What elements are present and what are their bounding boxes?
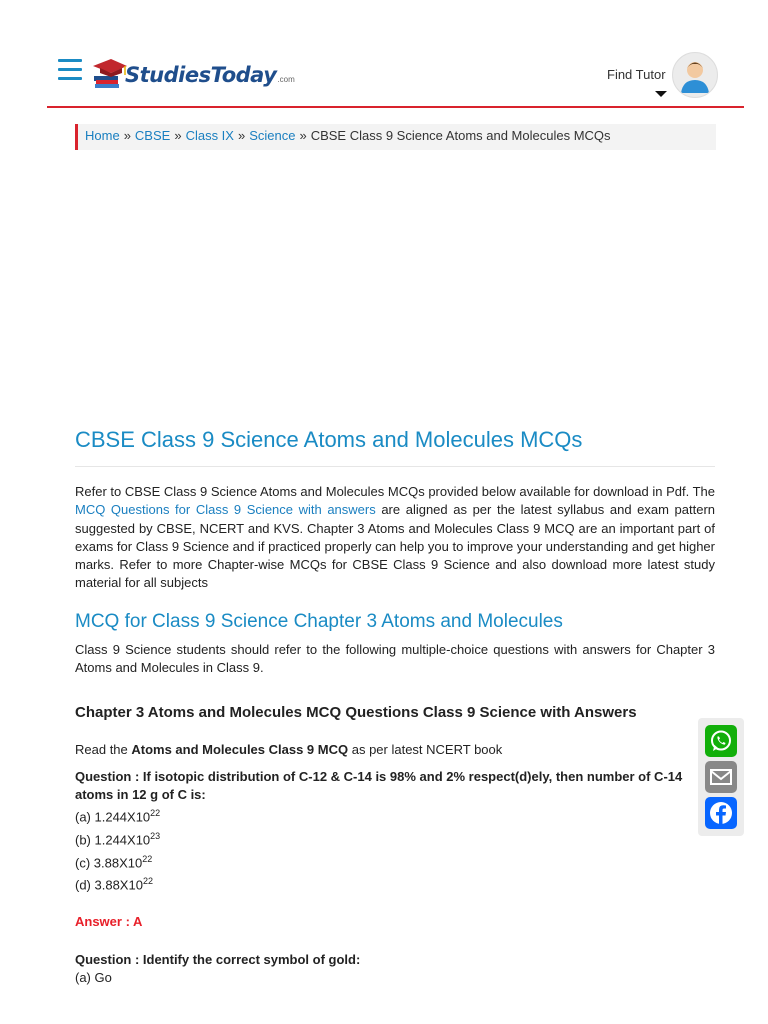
breadcrumb-science[interactable]: Science	[249, 128, 296, 143]
site-logo[interactable]	[91, 54, 295, 90]
find-tutor-link[interactable]: Find Tutor	[607, 67, 666, 82]
answer-option	[75, 804, 715, 827]
answer-option	[75, 872, 715, 895]
email-share-icon[interactable]	[705, 761, 737, 793]
user-avatar-icon[interactable]	[672, 52, 718, 98]
breadcrumb-separator: »	[123, 128, 131, 143]
answer-text: Answer : A	[75, 913, 143, 929]
option-exponent: 22	[142, 876, 153, 887]
share-bar	[698, 718, 744, 836]
whatsapp-share-icon[interactable]	[705, 725, 737, 757]
option-label: (d) 3.88X10	[75, 877, 143, 893]
intro-paragraph	[75, 483, 715, 593]
option-label: (a) 1.244X10	[75, 809, 151, 825]
subtitle-paragraph: Class 9 Science students should refer to the following multiple-choice questions with answers for Chapter 3 Atoms and Molecules in Class 9.	[75, 641, 715, 676]
hamburger-menu-icon[interactable]	[58, 59, 82, 81]
breadcrumb-separator: »	[237, 128, 246, 143]
answer-option	[75, 850, 715, 873]
question-text: Question : Identify the correct symbol of gold:	[75, 951, 361, 967]
read-instruction	[75, 741, 715, 759]
option-label: (b) 1.244X10	[75, 832, 151, 848]
breadcrumb	[75, 124, 716, 150]
breadcrumb-home[interactable]: Home	[85, 128, 120, 143]
mcq-questions-link[interactable]: MCQ Questions for Class 9 Science with answers	[75, 502, 376, 518]
breadcrumb-separator: »	[299, 128, 307, 143]
answer-option	[75, 969, 715, 987]
question-text: Question : If isotopic distribution of C-12 & C-14 is 98% and 2% respect(d)ely, then number of C-14 atoms in 12 g of C is:	[75, 769, 683, 803]
option-label: (c) 3.88X10	[75, 854, 143, 870]
option-exponent: 22	[142, 853, 153, 864]
answer-option	[75, 827, 715, 850]
option-label: (a) Go	[75, 969, 112, 985]
breadcrumb-separator: »	[174, 128, 182, 143]
page-title: CBSE Class 9 Science Atoms and Molecules MCQs	[75, 424, 715, 467]
facebook-share-icon[interactable]	[705, 797, 737, 829]
dropdown-caret-icon[interactable]	[655, 91, 667, 97]
breadcrumb-current: CBSE Class 9 Science Atoms and Molecules MCQs	[310, 128, 611, 143]
option-exponent: 22	[150, 808, 161, 819]
option-exponent: 23	[150, 831, 161, 841]
read-bold: Atoms and Molecules Class 9 MCQ	[131, 742, 349, 758]
breadcrumb-cbse[interactable]: CBSE	[134, 128, 171, 143]
intro-text: Refer to CBSE Class 9 Science Atoms and Molecules MCQs provided below available for download in Pdf. The	[75, 484, 715, 499]
main-content	[75, 424, 715, 987]
read-prefix: Read the	[75, 742, 132, 758]
logo-wordmark: StudiesToday	[125, 63, 277, 87]
breadcrumb-class-ix[interactable]: Class IX	[185, 128, 234, 143]
logo-suffix: .com	[277, 75, 295, 84]
read-suffix: as per latest NCERT book	[348, 742, 503, 758]
site-header	[47, 48, 744, 108]
section-subtitle: MCQ for Class 9 Science Chapter 3 Atoms and Molecules	[75, 610, 563, 632]
intro-text: are aligned as per the latest syllabus and exam pattern suggested by CBSE, NCERT and KVS. Chapter 3 Atoms and Molecules Class 9 MCQ are an important part of exams for Class 9 Science and if practiced properly can help you to improve your understanding and get higher marks. Refer to more Chapter-wise MCQs for CBSE Class 9 Science and also download more latest study material for all subjects	[75, 502, 716, 591]
graduation-cap-logo-icon	[91, 56, 129, 90]
section-heading: Chapter 3 Atoms and Molecules MCQ Questions Class 9 Science with Answers	[75, 704, 637, 722]
